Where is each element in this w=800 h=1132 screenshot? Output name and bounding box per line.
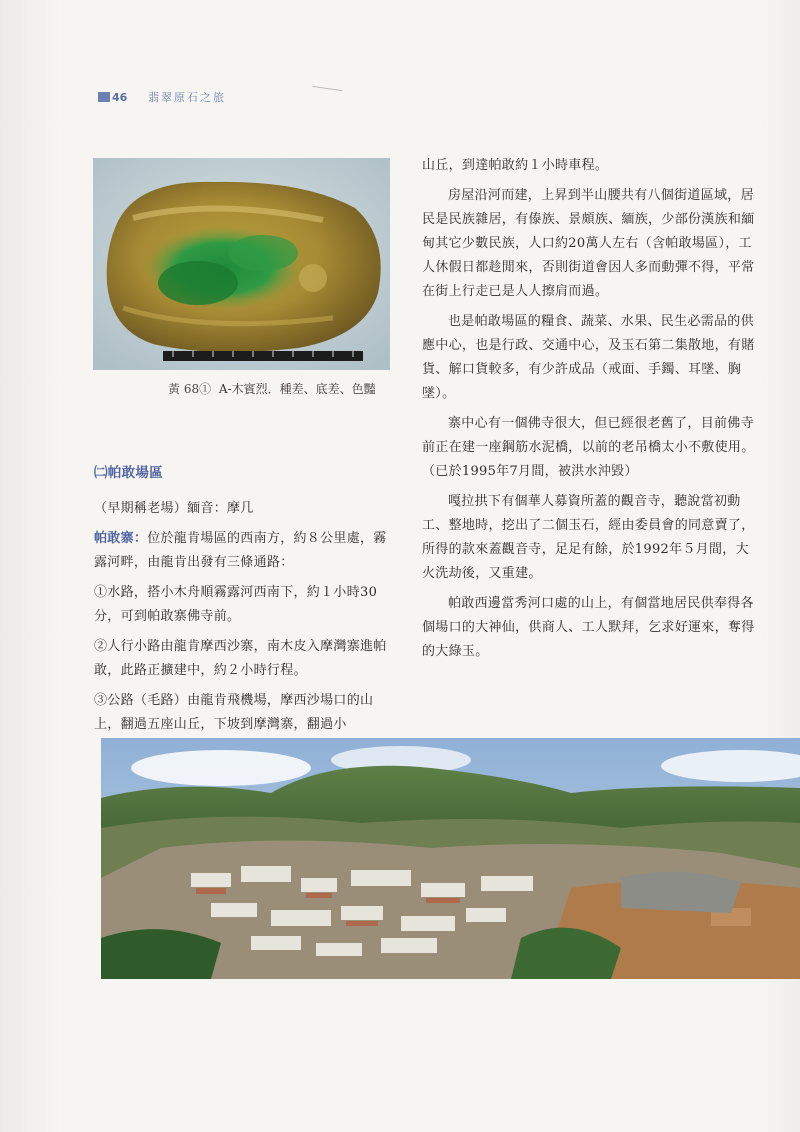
alias-line: （早期稱老場）緬音：摩几 (94, 501, 254, 516)
left-column (94, 461, 396, 743)
keyword-pakan-village: 帕敢寨： (94, 531, 148, 546)
figure-label: 黃 68① (168, 382, 212, 396)
jade-stone-photo (93, 158, 390, 370)
town-panorama-photo (101, 738, 800, 979)
route-road: ③公路（毛路）由龍肯飛機場，摩西沙場口的山上，翻過五座山丘，下坡到摩灣寨，翻過小 (94, 693, 374, 732)
paragraph-houses: 房屋沿河而建，上昇到半山腰共有八個街道區域，居民是民族雜居，有傣族、景頗族、緬族，少部份漢族和緬甸其它少數民族，人口約20萬人左右（含帕敢場區），工人休假日都趁閒來，否則街道會因人多而動彈不得，平常在街上行走已是人人擦肩而過。 (422, 188, 755, 299)
running-header (98, 88, 127, 106)
paragraph-intro-text: 位於龍肯場區的西南方，約８公里處，霧露河畔，由龍肯出發有三條通路： (94, 531, 387, 570)
route-water: ①水路，搭小木舟順霧露河西南下，約１小時30分，可到帕敢寨佛寺前。 (94, 585, 378, 624)
paragraph-shrine: 帕敢西邊當秀河口處的山上，有個當地居民供奉得各個場口的大神仙，供商人、工人默拜，乞求好運來，奪得的大綠玉。 (422, 596, 755, 659)
route-footpath: ②人行小路由龍肯摩西沙寨，南木皮入摩灣寨進帕敢，此路正擴建中，約２小時行程。 (94, 639, 387, 678)
section-title: ㈡帕敢場區 (94, 465, 163, 481)
header-marker-block (98, 92, 110, 102)
paragraph-intro (94, 527, 396, 575)
book-title: 翡翠原石之旅 (148, 91, 226, 104)
paragraph-guanyin: 嘎拉拱下有個華人募資所蓋的觀音寺，聽說當初動工、整地時，挖出了二個玉石，經由委員會的同意賣了，所得的款來蓋觀音寺，足足有餘，於1992年５月間，大火洗劫後，又重建。 (422, 494, 755, 581)
paragraph-temple: 寨中心有一個佛寺很大，但已經很老舊了，目前佛寺前正在建一座鋼筋水泥橋，以前的老吊橋太小不敷使用。（已於1995年7月間，被洪水沖毀） (422, 416, 755, 479)
paragraph-supply-center: 也是帕敢場區的糧食、蔬菜、水果、民生必需品的供應中心，也是行政、交通中心，及玉石第二集散地，有賭貨、解口貨較多，有少許成品（戒面、手鐲、耳墜、胸墜）。 (422, 314, 755, 401)
right-column (422, 154, 760, 670)
figure-caption (168, 378, 396, 401)
paragraph-continued: 山丘，到達帕敢約１小時車程。 (422, 158, 609, 173)
page-number: 46 (112, 90, 128, 104)
figure-caption-text: A-木賓烈．種差、底差、色豔 (218, 382, 376, 396)
